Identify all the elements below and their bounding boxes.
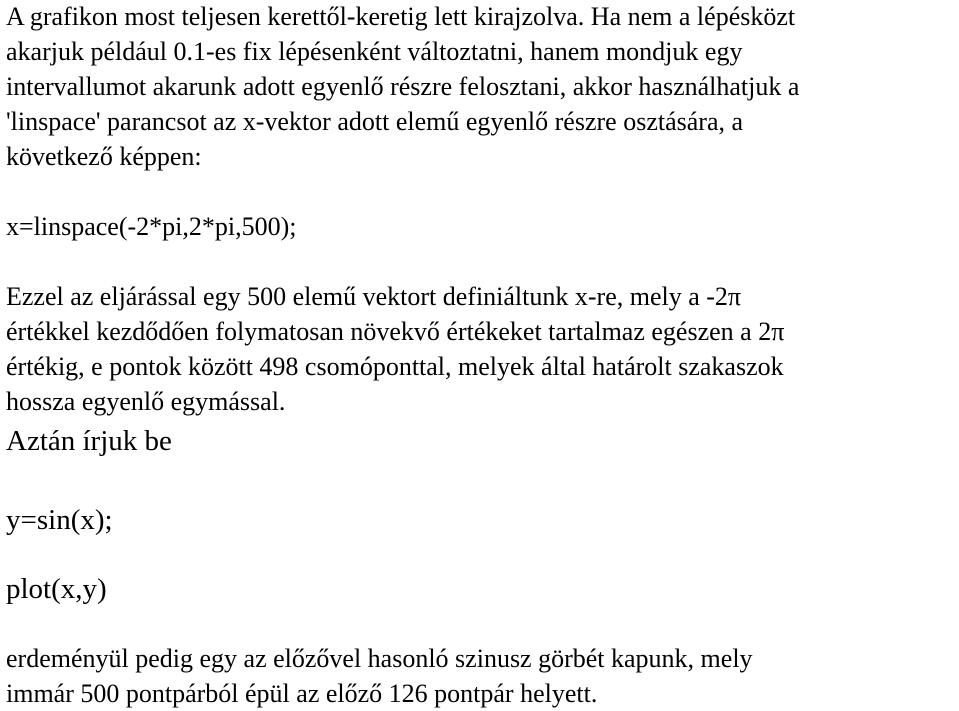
heading-then: Aztán írjuk be bbox=[6, 425, 172, 457]
paragraph-1-line-2: akarjuk például 0.1-es fix lépésenként változtatni, hanem mondjuk egy bbox=[6, 37, 743, 66]
code-sin: y=sin(x); bbox=[6, 504, 113, 536]
paragraph-1-line-3: intervallumot akarunk adott egyenlő részre felosztani, akkor használhatjuk a bbox=[6, 72, 800, 101]
paragraph-1-line-5: következő képpen: bbox=[6, 142, 202, 171]
code-plot: plot(x,y) bbox=[6, 573, 107, 605]
paragraph-2-line-1: Ezzel az eljárással egy 500 elemű vektort definiáltunk x-re, mely a -2π bbox=[6, 282, 742, 311]
paragraph-3-line-1: erdeményül pedig egy az előzővel hasonló szinusz görbét kapunk, mely bbox=[6, 644, 753, 673]
code-linspace: x=linspace(-2*pi,2*pi,500); bbox=[6, 212, 297, 241]
paragraph-1-line-4: 'linspace' parancsot az x-vektor adott elemű egyenlő részre osztására, a bbox=[6, 107, 744, 136]
paragraph-2-line-3: értékig, e pontok között 498 csomóponttal, melyek által határolt szakaszok bbox=[6, 352, 784, 381]
paragraph-2-line-2: értékkel kezdődően folymatosan növekvő értékeket tartalmaz egészen a 2π bbox=[6, 317, 785, 346]
paragraph-3-line-2: immár 500 pontpárból épül az előző 126 pontpár helyett. bbox=[6, 679, 598, 708]
paragraph-1-line-1: A grafikon most teljesen kerettől-keretig lett kirajzolva. Ha nem a lépésközt bbox=[6, 2, 796, 31]
paragraph-2-line-4: hossza egyenlő egymással. bbox=[6, 387, 286, 416]
